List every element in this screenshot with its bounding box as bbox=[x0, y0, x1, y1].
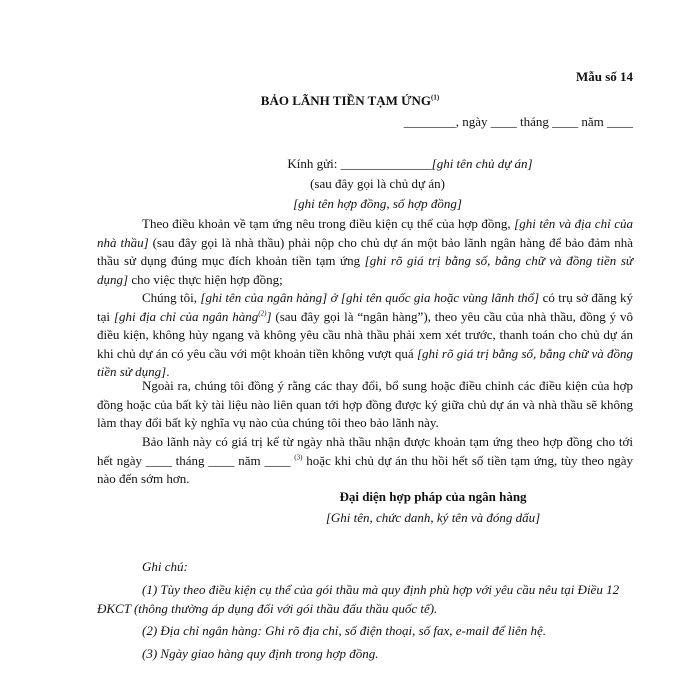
title-text: BẢO LÃNH TIỀN TẠM ỨNG bbox=[260, 93, 432, 108]
p1-amount-placeholder: [ghi rõ giá trị bằng số, bằng chữ và đồng tiền sử dụng] bbox=[97, 253, 633, 287]
note-item-2: (2) Địa chỉ ngân hàng: Ghi rõ địa chỉ, số điện thoại, số fax, e-mail để liên hệ. bbox=[142, 623, 547, 638]
p4-text-b: hoặc khi chủ dự án thu hồi hết số tiền tạm ứng, tùy theo ngày nào đến sớm hơn. bbox=[97, 452, 633, 486]
p4-text-a: Bảo lãnh này có giá trị kể từ ngày nhà thầu nhận được khoản tạm ứng theo hợp đồng cho tới hết ngày ____ tháng ____ năm ____ bbox=[97, 434, 633, 468]
p1-text-c: (sau đây gọi là nhà thầu) phải nộp cho chủ dự án một bảo lãnh ngân hàng để bảo đảm nhà thầu sử dụng đúng mục đích khoản tiền tạm ứng bbox=[97, 234, 634, 268]
signature-instruction: [Ghi tên, chức danh, ký tên và đóng dấu] bbox=[325, 510, 541, 525]
recipient-line bbox=[0, 156, 700, 172]
p2-footnote-ref: (2) bbox=[258, 309, 267, 318]
notes-heading: Ghi chú: bbox=[142, 559, 188, 574]
p1-text-e: cho việc thực hiện hợp đồng; bbox=[128, 271, 283, 287]
form-number: Mẫu số 14 bbox=[575, 69, 633, 84]
p2-amount-placeholder: [ghi rõ giá trị bằng số, bằng chữ và đồng tiền sử dụng] bbox=[97, 345, 633, 379]
signature-title: Đại diện hợp pháp của ngân hàng bbox=[339, 489, 527, 504]
p3-text: Ngoài ra, chúng tôi đồng ý rằng các thay đổi, bổ sung hoặc điều chỉnh các điều kiện của hợp đồng hoặc của bất kỳ tài liệu nào liên quan tới hợp đồng được ký giữa chủ dự án và nhà thầu sẽ không làm thay đổi bất kỳ nghĩa vụ nào của chúng tôi theo bảo lãnh này. bbox=[97, 378, 633, 430]
p2-address-text: [ghi địa chỉ của ngân hàng bbox=[113, 308, 259, 324]
title-footnote-ref: (1) bbox=[431, 93, 440, 102]
hereafter-line: (sau đây gọi là chủ dự án) bbox=[310, 176, 445, 191]
p2-text-a: Chúng tôi, bbox=[142, 290, 201, 305]
p2-text-e: (sau đây gọi là “ngân hàng”), theo yêu cầu của nhà thầu, đồng ý vô điều kiện, không hủy ngang và không yêu cầu nhà thầu phải xem xét trước, thanh toán cho chủ dự án khi chủ dự án có yêu cầu với một khoản tiền không vượt quá bbox=[97, 308, 634, 361]
p2-address-end: ] bbox=[266, 308, 272, 324]
body-paragraph-3 bbox=[97, 377, 633, 433]
note-item-3: (3) Ngày giao hàng quy định trong hợp đồng. bbox=[142, 645, 379, 661]
kinh-gui-label: Kính gửi: ______________ bbox=[287, 156, 432, 171]
date-line: ________, ngày ____ tháng ____ năm ____ bbox=[403, 114, 633, 129]
p4-footnote-ref: (3) bbox=[294, 453, 303, 462]
p1-contractor-placeholder: [ghi tên và địa chỉ của nhà thầu] bbox=[97, 216, 633, 250]
body-paragraph-4 bbox=[97, 433, 633, 489]
note-item-1: (1) Tùy theo điều kiện cụ thể của gói thầu mà quy định phù hợp với yêu cầu nêu tại Điều 12 ĐKCT (thông thường áp dụng đối với gói thầu đấu thầu quốc tế). bbox=[97, 582, 620, 616]
p1-text-a: Theo điều khoản về tạm ứng nêu trong điều kiện cụ thể của hợp đồng, bbox=[142, 216, 515, 231]
notes-list bbox=[97, 581, 633, 663]
p2-bank-placeholder: [ghi tên của ngân hàng] ở [ghi tên quốc gia hoặc vùng lãnh thổ] bbox=[200, 290, 540, 305]
contract-ref: [ghi tên hợp đồng, số hợp đồng] bbox=[293, 196, 462, 211]
kinh-gui-value: [ghi tên chủ dự án] bbox=[431, 156, 533, 171]
body-paragraph-2 bbox=[97, 289, 633, 382]
p2-text-g: . bbox=[166, 364, 170, 379]
p2-address-placeholder bbox=[114, 309, 272, 324]
document-title bbox=[0, 93, 700, 109]
body-paragraph-1 bbox=[97, 215, 633, 289]
p2-text-c: có trụ sở đăng ký tại bbox=[97, 290, 634, 324]
